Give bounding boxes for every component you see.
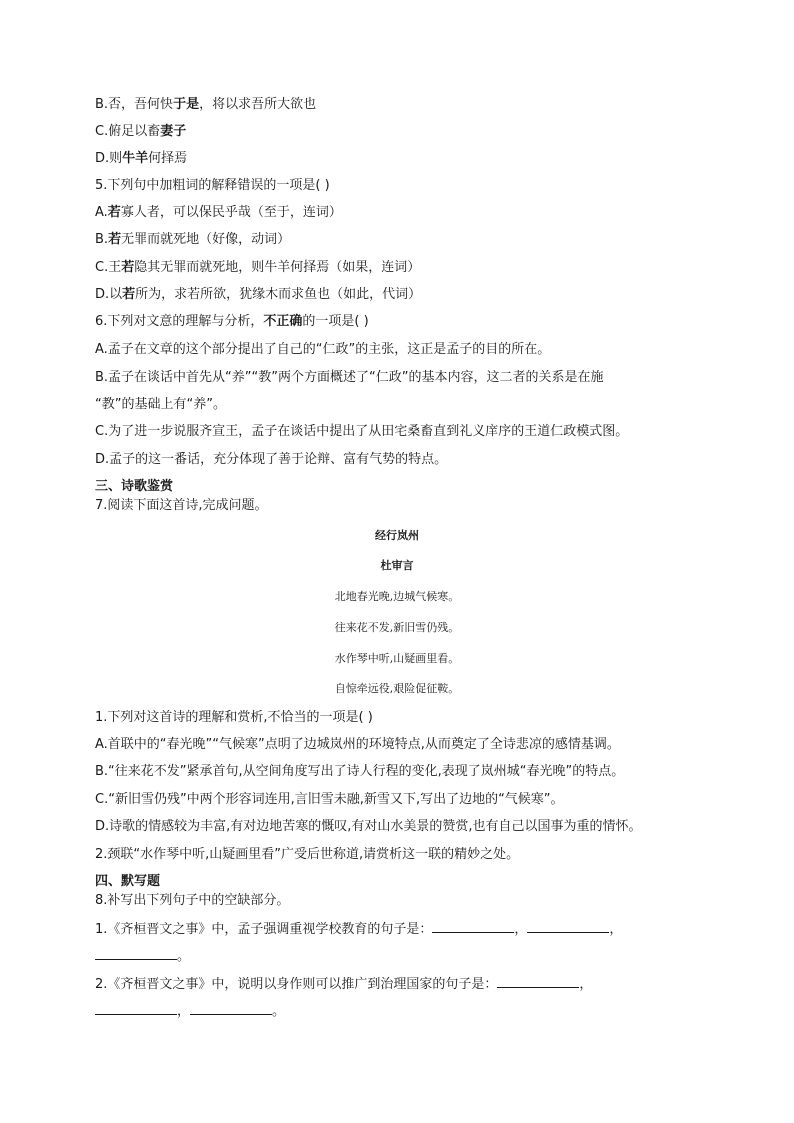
poem-q1-stem: 1.下列对这首诗的理解和赏析,不恰当的一项是( )	[95, 710, 373, 725]
section-heading-dictation: 四、默写题	[95, 874, 161, 889]
dictation-item-1: 1.《齐桓晋文之事》中，孟子强调重视学校教育的句子是： ， ，	[95, 922, 623, 937]
q6-option-c: C.为了进一步说服齐宣王，孟子在谈话中提出了从田宅桑畜直到礼义庠序的王道仁政模式图。	[95, 424, 629, 439]
q6-option-a: A.孟子在文章的这个部分提出了自己的“仁政”的主张，这正是孟子的目的所在。	[95, 342, 551, 357]
answer-blank[interactable]	[527, 920, 609, 933]
section-heading-poetry: 三、诗歌鉴赏	[95, 479, 174, 494]
dictation-item-2: 2.《齐桓晋文之事》中，说明以身作则可以推广到治理国家的句子是： ，	[95, 977, 593, 992]
poem-q2-stem: 2.颈联“水作琴中听,山疑画里看”广受后世称道,请赏析这一联的精妙之处。	[95, 847, 520, 862]
poem-q1-option-a: A.首联中的“春光晚”“气候寒”点明了边城岚州的环境特点,从而奠定了全诗悲凉的感情基调。	[95, 737, 620, 752]
q8-stem: 8.补写出下列句子中的空缺部分。	[95, 893, 290, 908]
poem-q1-option-d: D.诗歌的情感较为丰富,有对边地苦寒的慨叹,有对山水美景的赞赏,也有自己以国事为重的情怀。	[95, 819, 642, 834]
answer-blank[interactable]	[95, 947, 177, 960]
q5-option-b: B.若无罪而就死地（好像，动词）	[95, 232, 291, 247]
answer-blank[interactable]	[497, 975, 579, 988]
answer-blank[interactable]	[190, 1002, 272, 1015]
q4-option-c: C.俯足以畜妻子	[95, 124, 187, 139]
q4-option-b: B.否，吾何快于是，将以求吾所大欲也	[95, 97, 317, 112]
poem-q1-option-c: C.“新旧雪仍残”中两个形容词连用,言旧雪未融,新雪又下,写出了边地的“气候寒”。	[95, 792, 564, 807]
dictation-item-1-cont: 。	[95, 947, 190, 966]
q4-option-d: D.则牛羊何择焉	[95, 151, 188, 166]
answer-blank[interactable]	[95, 1002, 177, 1015]
q5-option-a: A.若寡人者，可以保民乎哉（至于，连词）	[95, 205, 342, 220]
q5-option-d: D.以若所为，求若所欲，犹缘木而求鱼也（如此，代词）	[95, 287, 422, 302]
q6-stem: 6.下列对文意的理解与分析，不正确的一项是( )	[95, 314, 369, 329]
poem-line-1: 北地春光晚,边城气候寒。	[334, 590, 460, 603]
q6-option-b: B.孟子在谈话中首先从“养”“教”两个方面概述了“仁政”的基本内容，这二者的关系是在施	[95, 370, 604, 385]
answer-blank[interactable]	[432, 920, 514, 933]
q7-stem: 7.阅读下面这首诗,完成问题。	[95, 498, 268, 513]
poem-line-2: 往来花不发,新旧雪仍残。	[334, 621, 460, 634]
poem-line-3: 水作琴中听,山疑画里看。	[334, 652, 460, 665]
q6-option-d: D.孟子的这一番话，充分体现了善于论辩、富有气势的特点。	[95, 452, 448, 467]
poem-line-4: 自惊牵远役,艰险促征鞍。	[334, 682, 460, 695]
poem-author: 杜审言	[380, 559, 414, 572]
q5-option-c: C.王若隐其无罪而就死地，则牛羊何择焉（如果，连词）	[95, 260, 421, 275]
poem-q1-option-b: B.“往来花不发”紧承首句,从空间角度写出了诗人行程的变化,表现了岚州城“春光晚”的特点。	[95, 764, 625, 779]
q6-option-b-cont: “教”的基础上有“养”。	[95, 397, 226, 412]
dictation-item-2-cont: ， 。	[95, 1002, 285, 1021]
poem-title: 经行岚州	[375, 529, 419, 542]
q5-stem: 5.下列句中加粗词的解释错误的一项是( )	[95, 178, 330, 193]
